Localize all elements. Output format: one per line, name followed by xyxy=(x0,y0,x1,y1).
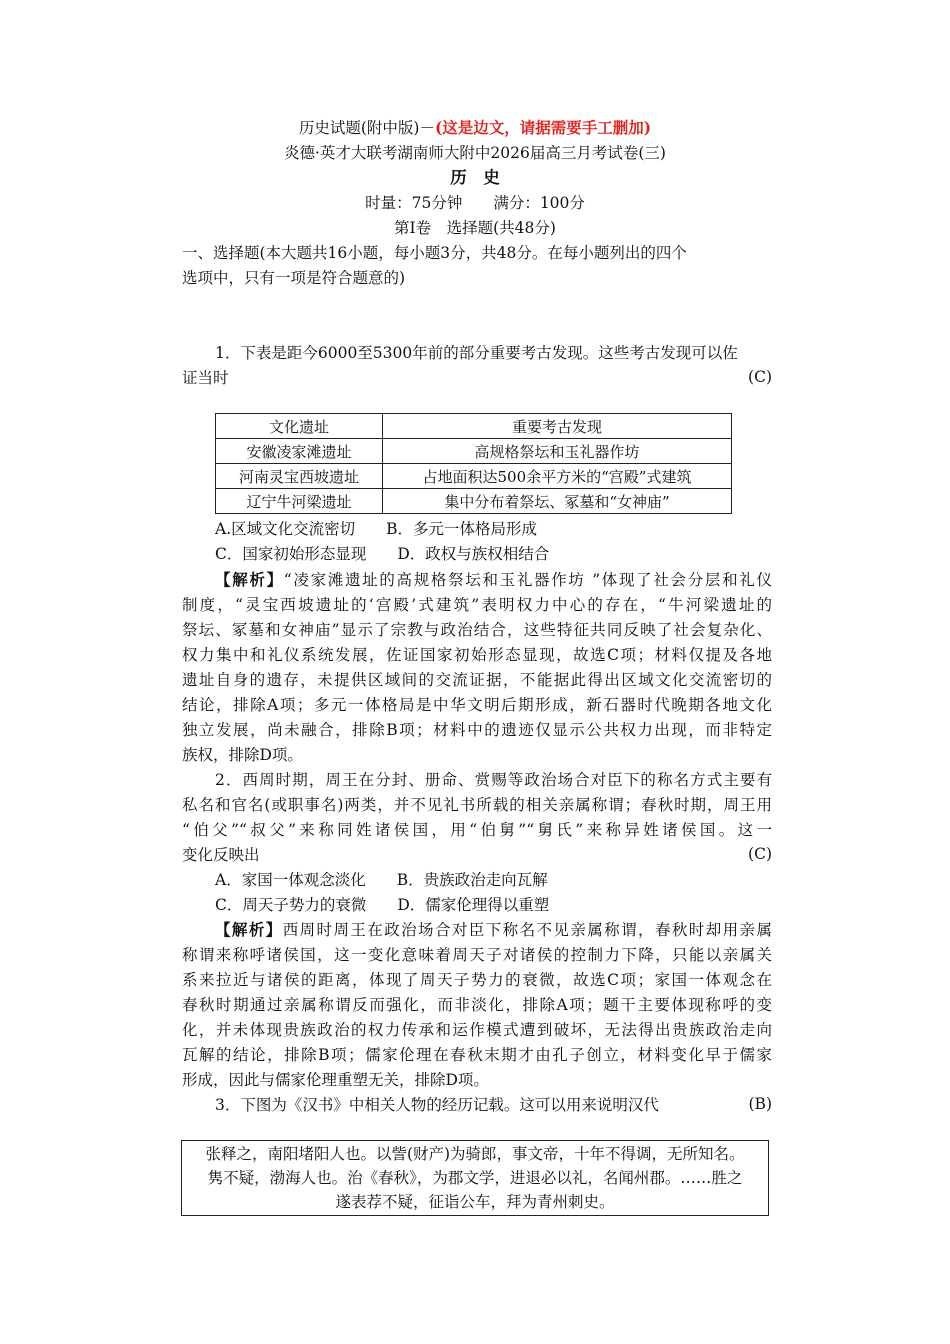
q2-analysis-line: 春秋时期通过亲属称谓反而强化，而非淡化，排除A项；题干主要体现称呼的变 xyxy=(182,996,772,1014)
q1-analysis-line: 遗址自身的遗存，未提供区域间的交流证据，不能据此得出区域文化交流密切的 xyxy=(182,671,772,689)
table-row xyxy=(216,464,732,489)
q1-analysis-line: 独立发展，尚未融合，排除B项；材料中的遗迹仅显示公共权力出现，而非特定 xyxy=(182,721,772,739)
table-cell: 集中分布着祭坛、冢墓和“女神庙” xyxy=(383,489,732,514)
table-cell: 河南灵宝西坡遗址 xyxy=(216,464,383,489)
table-header-cell: 文化遗址 xyxy=(216,414,383,439)
table-row xyxy=(216,439,732,464)
q3-source-box xyxy=(181,1140,769,1216)
time-score: 时量：75分钟 满分：100分 xyxy=(365,194,585,212)
q2-analysis-line: 形成，因此与儒家伦理重塑无关，排除D项。 xyxy=(182,1071,489,1089)
q2-analysis-line: 称谓来称呼诸侯国，这一变化意味着周天子对诸侯的控制力下降，只能以亲属关 xyxy=(182,946,772,964)
q1-analysis-line: 制度，“灵宝西坡遗址的‘宫殿’式建筑”表明权力中心的存在，“牛河梁遗址的 xyxy=(182,596,772,614)
doc-title-line xyxy=(0,118,950,138)
q1-analysis-line: 【解析】“凌家滩遗址的高规格祭坛和玉礼器作坊 ”体现了社会分层和礼仪 xyxy=(215,570,772,589)
q2-stem-line: 变化反映出 xyxy=(182,846,260,864)
instructions-line-2: 选项中，只有一项是符合题意的) xyxy=(182,269,406,287)
table-header-cell: 重要考古发现 xyxy=(383,414,732,439)
q1-stem-line-1: 1．下表是距今6000至5300年前的部分重要考古发现。这些考古发现可以佐 xyxy=(215,344,738,362)
q2-stem-line: 2．西周时期，周王在分封、册命、赏赐等政治场合对臣下的称名方式主要有 xyxy=(215,771,772,789)
table-cell: 安徽凌家滩遗址 xyxy=(216,439,383,464)
section-title: 第Ⅰ卷 选择题(共48分) xyxy=(394,219,556,237)
q1-analysis-line: 结论，排除A项；多元一体格局是中华文明后期形成，新石器时代晚期各地文化 xyxy=(182,696,772,714)
analysis-label: 【解析】 xyxy=(215,570,284,589)
q3-stem: 3．下图为《汉书》中相关人物的经历记载。这可以用来说明汉代 xyxy=(215,1096,659,1114)
source-line: 隽不疑，渤海人也。治《春秋》，为郡文学，进退必以礼，名闻州郡。……胜之 xyxy=(207,1169,743,1187)
margin-note: (这是边文，请据需要手工删加) xyxy=(434,118,652,137)
q2-analysis-line: 瓦解的结论，排除B项；儒家伦理在春秋末期才由孔子创立，材料变化早于儒家 xyxy=(182,1046,772,1064)
source-line: 遂表荐不疑，征诣公车，拜为青州刺史。 xyxy=(335,1193,615,1211)
q1-table xyxy=(215,413,732,514)
q1-options-ab: A.区域文化交流密切 B．多元一体格局形成 xyxy=(215,520,538,538)
doc-title: 历史试题(附中版)－ xyxy=(298,119,435,137)
q2-stem-line: 私名和官名(或职事名)两类，并不见礼书所载的相关亲属称谓；春秋时期，周王用 xyxy=(182,796,772,814)
q2-analysis-line: 系来拉近与诸侯的距离，体现了周天子势力的衰微，故选C项；家国一体观念在 xyxy=(182,971,772,989)
source-line: 张释之，南阳堵阳人也。以訾(财产)为骑郎，事文帝，十年不得调，无所知名。 xyxy=(205,1145,745,1163)
q3-answer: (B) xyxy=(748,1095,772,1113)
q2-analysis-line: 【解析】西周时周王在政治场合对臣下称名不见亲属称谓，春秋时却用亲属 xyxy=(215,920,772,939)
analysis-label: 【解析】 xyxy=(215,920,283,939)
q1-analysis-line: 祭坛、冢墓和女神庙”显示了宗教与政治结合，这些特征共同反映了社会复杂化、 xyxy=(182,621,772,639)
q1-answer: (C) xyxy=(748,368,772,386)
table-header-row xyxy=(216,414,732,439)
q2-answer: (C) xyxy=(748,845,772,863)
q1-analysis-line: 权力集中和礼仪系统发展，佐证国家初始形态显现，故选C项；材料仅提及各地 xyxy=(182,646,772,664)
q2-options-cd: C．周天子势力的衰微 D．儒家伦理得以重塑 xyxy=(215,896,550,914)
table-cell: 辽宁牛河梁遗址 xyxy=(216,489,383,514)
exam-name: 炎德·英才大联考湖南师大附中2026届高三月考试卷(三) xyxy=(284,144,666,162)
q1-analysis-line: 族权，排除D项。 xyxy=(182,746,303,764)
q1-stem-line-2: 证当时 xyxy=(182,369,229,387)
instructions-line-1: 一、选择题(本大题共16小题，每小题3分，共48分。在每小题列出的四个 xyxy=(182,244,687,262)
table-cell: 占地面积达500余平方米的“宫殿”式建筑 xyxy=(383,464,732,489)
subject-title: 历 史 xyxy=(450,168,500,187)
q2-options-ab: A．家国一体观念淡化 B．贵族政治走向瓦解 xyxy=(215,871,548,889)
table-cell: 高规格祭坛和玉礼器作坊 xyxy=(383,439,732,464)
q2-stem-line: “伯父”“叔父”来称同姓诸侯国，用“伯舅”“舅氏”来称异姓诸侯国。这一 xyxy=(182,821,772,839)
q2-analysis-line: 化，并未体现贵族政治的权力传承和运作模式遭到破坏，无法得出贵族政治走向 xyxy=(182,1021,772,1039)
q1-options-cd: C．国家初始形态显现 D．政权与族权相结合 xyxy=(215,545,550,563)
table-row xyxy=(216,489,732,514)
